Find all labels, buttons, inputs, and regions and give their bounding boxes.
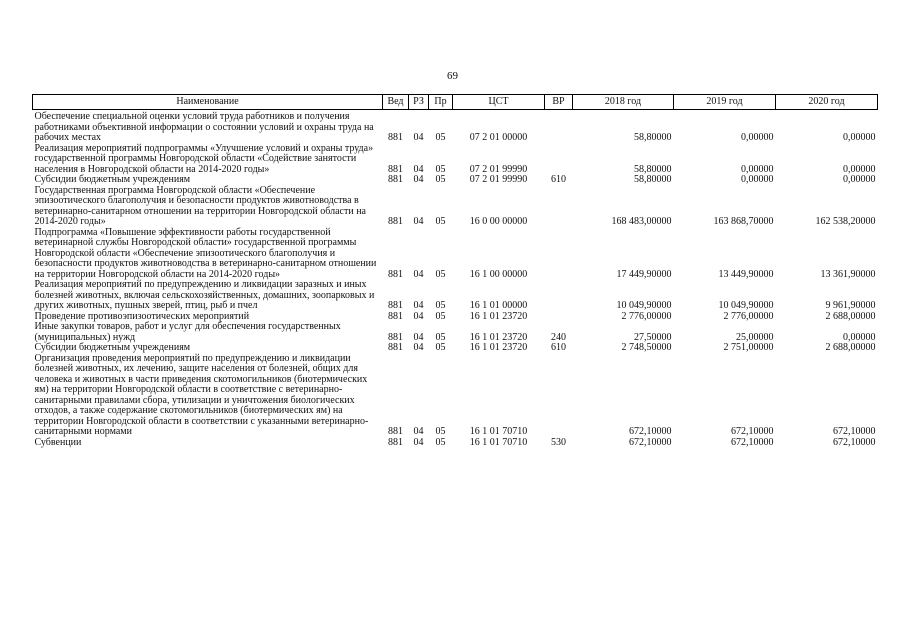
cell-2018: 58,80000 — [634, 132, 672, 143]
header-2019: 2019 год — [674, 95, 776, 110]
cell-cst: 16 1 01 23720 — [469, 342, 528, 353]
cell-2018: 10 049,90000 — [616, 300, 672, 311]
table-header-row — [33, 95, 878, 110]
cell-cst: 16 0 00 00000 — [469, 216, 528, 227]
cell-rz: 04 — [413, 268, 424, 280]
cell-2020: 672,10000 — [833, 436, 876, 448]
cell-cst: 16 1 00 00000 — [469, 268, 528, 280]
cell-name: Организация проведения мероприятий по предупреждению и ликвидации болезней животных, их лечению, защите населения от болезней, общих для человека и животных в части приведения скотомогильников (биотермических ям) на территории Новгородской области в соответствие с ветеринарно-санитарными правилами сбора, утилизации и уничтожения биологических отходов, а также содержание скотомогильников (биотермических ям) на территории Новгородской области в соответствии с указанными ветеринарно-санитарными нормами — [34, 352, 369, 437]
cell-rz: 04 — [413, 300, 424, 311]
cell-2020: 0,00000 — [843, 132, 876, 143]
cell-rz: 04 — [413, 331, 424, 343]
header-vr: ВР — [545, 95, 573, 110]
cell-cst: 07 2 01 99990 — [469, 163, 528, 175]
cell-ved: 881 — [388, 268, 403, 280]
cell-2020: 162 538,20000 — [815, 216, 876, 227]
cell-vr — [545, 312, 573, 323]
cell-2019: 10 049,90000 — [718, 300, 774, 311]
cell-2019: 2 751,00000 — [723, 342, 774, 353]
page-number: 69 — [447, 70, 458, 82]
cell-pr: 05 — [435, 174, 446, 185]
header-rz: РЗ — [409, 95, 429, 110]
cell-2019: 2 776,00000 — [723, 310, 774, 322]
cell-ved: 881 — [388, 216, 403, 227]
cell-cst: 07 2 01 99990 — [469, 174, 528, 185]
header-ved: Вед — [383, 95, 409, 110]
cell-2018: 2 748,50000 — [621, 342, 672, 353]
cell-ved: 881 — [388, 331, 403, 343]
cell-name: Иные закупки товаров, работ и услуг для обеспечения государственных (муниципальных) нужд — [34, 321, 341, 343]
table-row — [33, 354, 878, 438]
table-body — [33, 110, 878, 449]
table-row — [33, 322, 878, 343]
cell-vr — [545, 354, 573, 438]
cell-2020: 2 688,00000 — [825, 342, 876, 353]
cell-2020: 0,00000 — [843, 331, 876, 343]
cell-pr: 05 — [435, 216, 446, 227]
cell-vr — [545, 280, 573, 312]
cell-pr: 05 — [435, 342, 446, 353]
cell-name: Субсидии бюджетным учреждениям — [34, 342, 191, 353]
cell-2020: 0,00000 — [843, 174, 876, 185]
header-name: Наименование — [33, 95, 383, 110]
cell-2020: 0,00000 — [843, 163, 876, 175]
cell-2020: 672,10000 — [833, 426, 876, 437]
table-row — [33, 175, 878, 186]
cell-name: Государственная программа Новгородской области «Обеспечение эпизоотического благополучия и безопасности продуктов животноводства в ветеринарно-санитарном отношении на территории Новгородской области на 2014-2020 годы» — [34, 184, 366, 227]
table-row — [33, 438, 878, 449]
cell-name: Реализация мероприятий подпрограммы «Улучшение условий и охраны труда» государственной программы Новгородской области «Содействие занятости населения в Новгородской области на 2014-2020 годы» — [34, 142, 374, 175]
cell-pr: 05 — [435, 426, 446, 437]
cell-2018: 672,10000 — [629, 436, 672, 448]
cell-vr: 610 — [551, 342, 566, 353]
cell-ved: 881 — [388, 132, 403, 143]
cell-name: Реализация мероприятий по предупреждению и ликвидации заразных и иных болезней животных, включая сельскохозяйственных, домашних, зоопарковых и других животных, пушных зверей, птиц, рыб и пчел — [34, 279, 375, 311]
cell-ved: 881 — [388, 300, 403, 311]
cell-2018: 168 483,00000 — [611, 216, 672, 227]
cell-pr: 05 — [435, 163, 446, 175]
header-pr: Пр — [429, 95, 453, 110]
cell-2019: 25,00000 — [736, 331, 774, 343]
table-row — [33, 144, 878, 176]
cell-vr — [545, 186, 573, 228]
cell-2020: 2 688,00000 — [825, 310, 876, 322]
cell-ved: 881 — [388, 174, 403, 185]
cell-rz: 04 — [413, 163, 424, 175]
cell-2019: 0,00000 — [741, 163, 774, 175]
header-cst: ЦСТ — [453, 95, 545, 110]
cell-rz: 04 — [413, 426, 424, 437]
cell-cst: 16 1 01 70710 — [469, 436, 528, 448]
cell-2018: 17 449,90000 — [616, 268, 672, 280]
cell-2019: 0,00000 — [741, 174, 774, 185]
cell-vr: 240 — [551, 331, 566, 343]
cell-cst: 07 2 01 00000 — [469, 132, 528, 143]
cell-2019: 672,10000 — [731, 426, 774, 437]
cell-2019: 672,10000 — [731, 436, 774, 448]
cell-rz: 04 — [413, 132, 424, 143]
cell-rz: 04 — [413, 216, 424, 227]
cell-2018: 2 776,00000 — [621, 310, 672, 322]
cell-name: Подпрограмма «Повышение эффективности работы государственной ветеринарной службы Новгородской области» государственной программы Новгородской области «Обеспечение эпизоотического благополучия и безопасности продуктов животноводства в ветеринарно-санитарном отношении на территории Новгородской области на 2014-2020 годы» — [34, 226, 377, 280]
cell-ved: 881 — [388, 436, 403, 448]
cell-vr — [545, 144, 573, 176]
cell-cst: 16 1 01 23720 — [469, 331, 528, 343]
cell-ved: 881 — [388, 342, 403, 353]
cell-vr: 530 — [551, 436, 566, 448]
cell-cst: 16 1 01 00000 — [469, 300, 528, 311]
table-row — [33, 110, 878, 144]
cell-cst: 16 1 01 23720 — [469, 310, 528, 322]
cell-pr: 05 — [435, 300, 446, 311]
cell-vr — [545, 110, 573, 144]
cell-2019: 0,00000 — [741, 132, 774, 143]
cell-rz: 04 — [413, 310, 424, 322]
cell-pr: 05 — [435, 132, 446, 143]
cell-rz: 04 — [413, 174, 424, 185]
cell-pr: 05 — [435, 310, 446, 322]
cell-2020: 13 361,90000 — [820, 268, 876, 280]
cell-2020: 9 961,90000 — [825, 300, 876, 311]
cell-name: Субсидии бюджетным учреждениям — [34, 174, 191, 185]
budget-table — [32, 94, 878, 448]
cell-rz: 04 — [413, 342, 424, 353]
cell-cst: 16 1 01 70710 — [469, 426, 528, 437]
cell-2018: 58,80000 — [634, 163, 672, 175]
cell-ved: 881 — [388, 310, 403, 322]
cell-ved: 881 — [388, 426, 403, 437]
cell-2018: 672,10000 — [629, 426, 672, 437]
table-row — [33, 343, 878, 354]
cell-rz: 04 — [413, 436, 424, 448]
cell-pr: 05 — [435, 436, 446, 448]
cell-name: Обеспечение специальной оценки условий труда работников и получения работниками объективной информации о состоянии условий и охраны труда на рабочих местах — [34, 111, 374, 143]
table-row — [33, 186, 878, 228]
cell-name: Субвенции — [34, 436, 82, 448]
cell-vr — [545, 228, 573, 281]
cell-2019: 13 449,90000 — [718, 268, 774, 280]
cell-name: Проведение противоэпизоотических мероприятий — [34, 310, 250, 322]
table-row — [33, 280, 878, 312]
cell-pr: 05 — [435, 331, 446, 343]
cell-2018: 27,50000 — [634, 331, 672, 343]
cell-pr: 05 — [435, 268, 446, 280]
cell-ved: 881 — [388, 163, 403, 175]
header-2018: 2018 год — [573, 95, 674, 110]
cell-vr: 610 — [551, 174, 566, 185]
cell-2018: 58,80000 — [634, 174, 672, 185]
table-row — [33, 228, 878, 281]
cell-2019: 163 868,70000 — [713, 216, 774, 227]
header-2020: 2020 год — [776, 95, 878, 110]
